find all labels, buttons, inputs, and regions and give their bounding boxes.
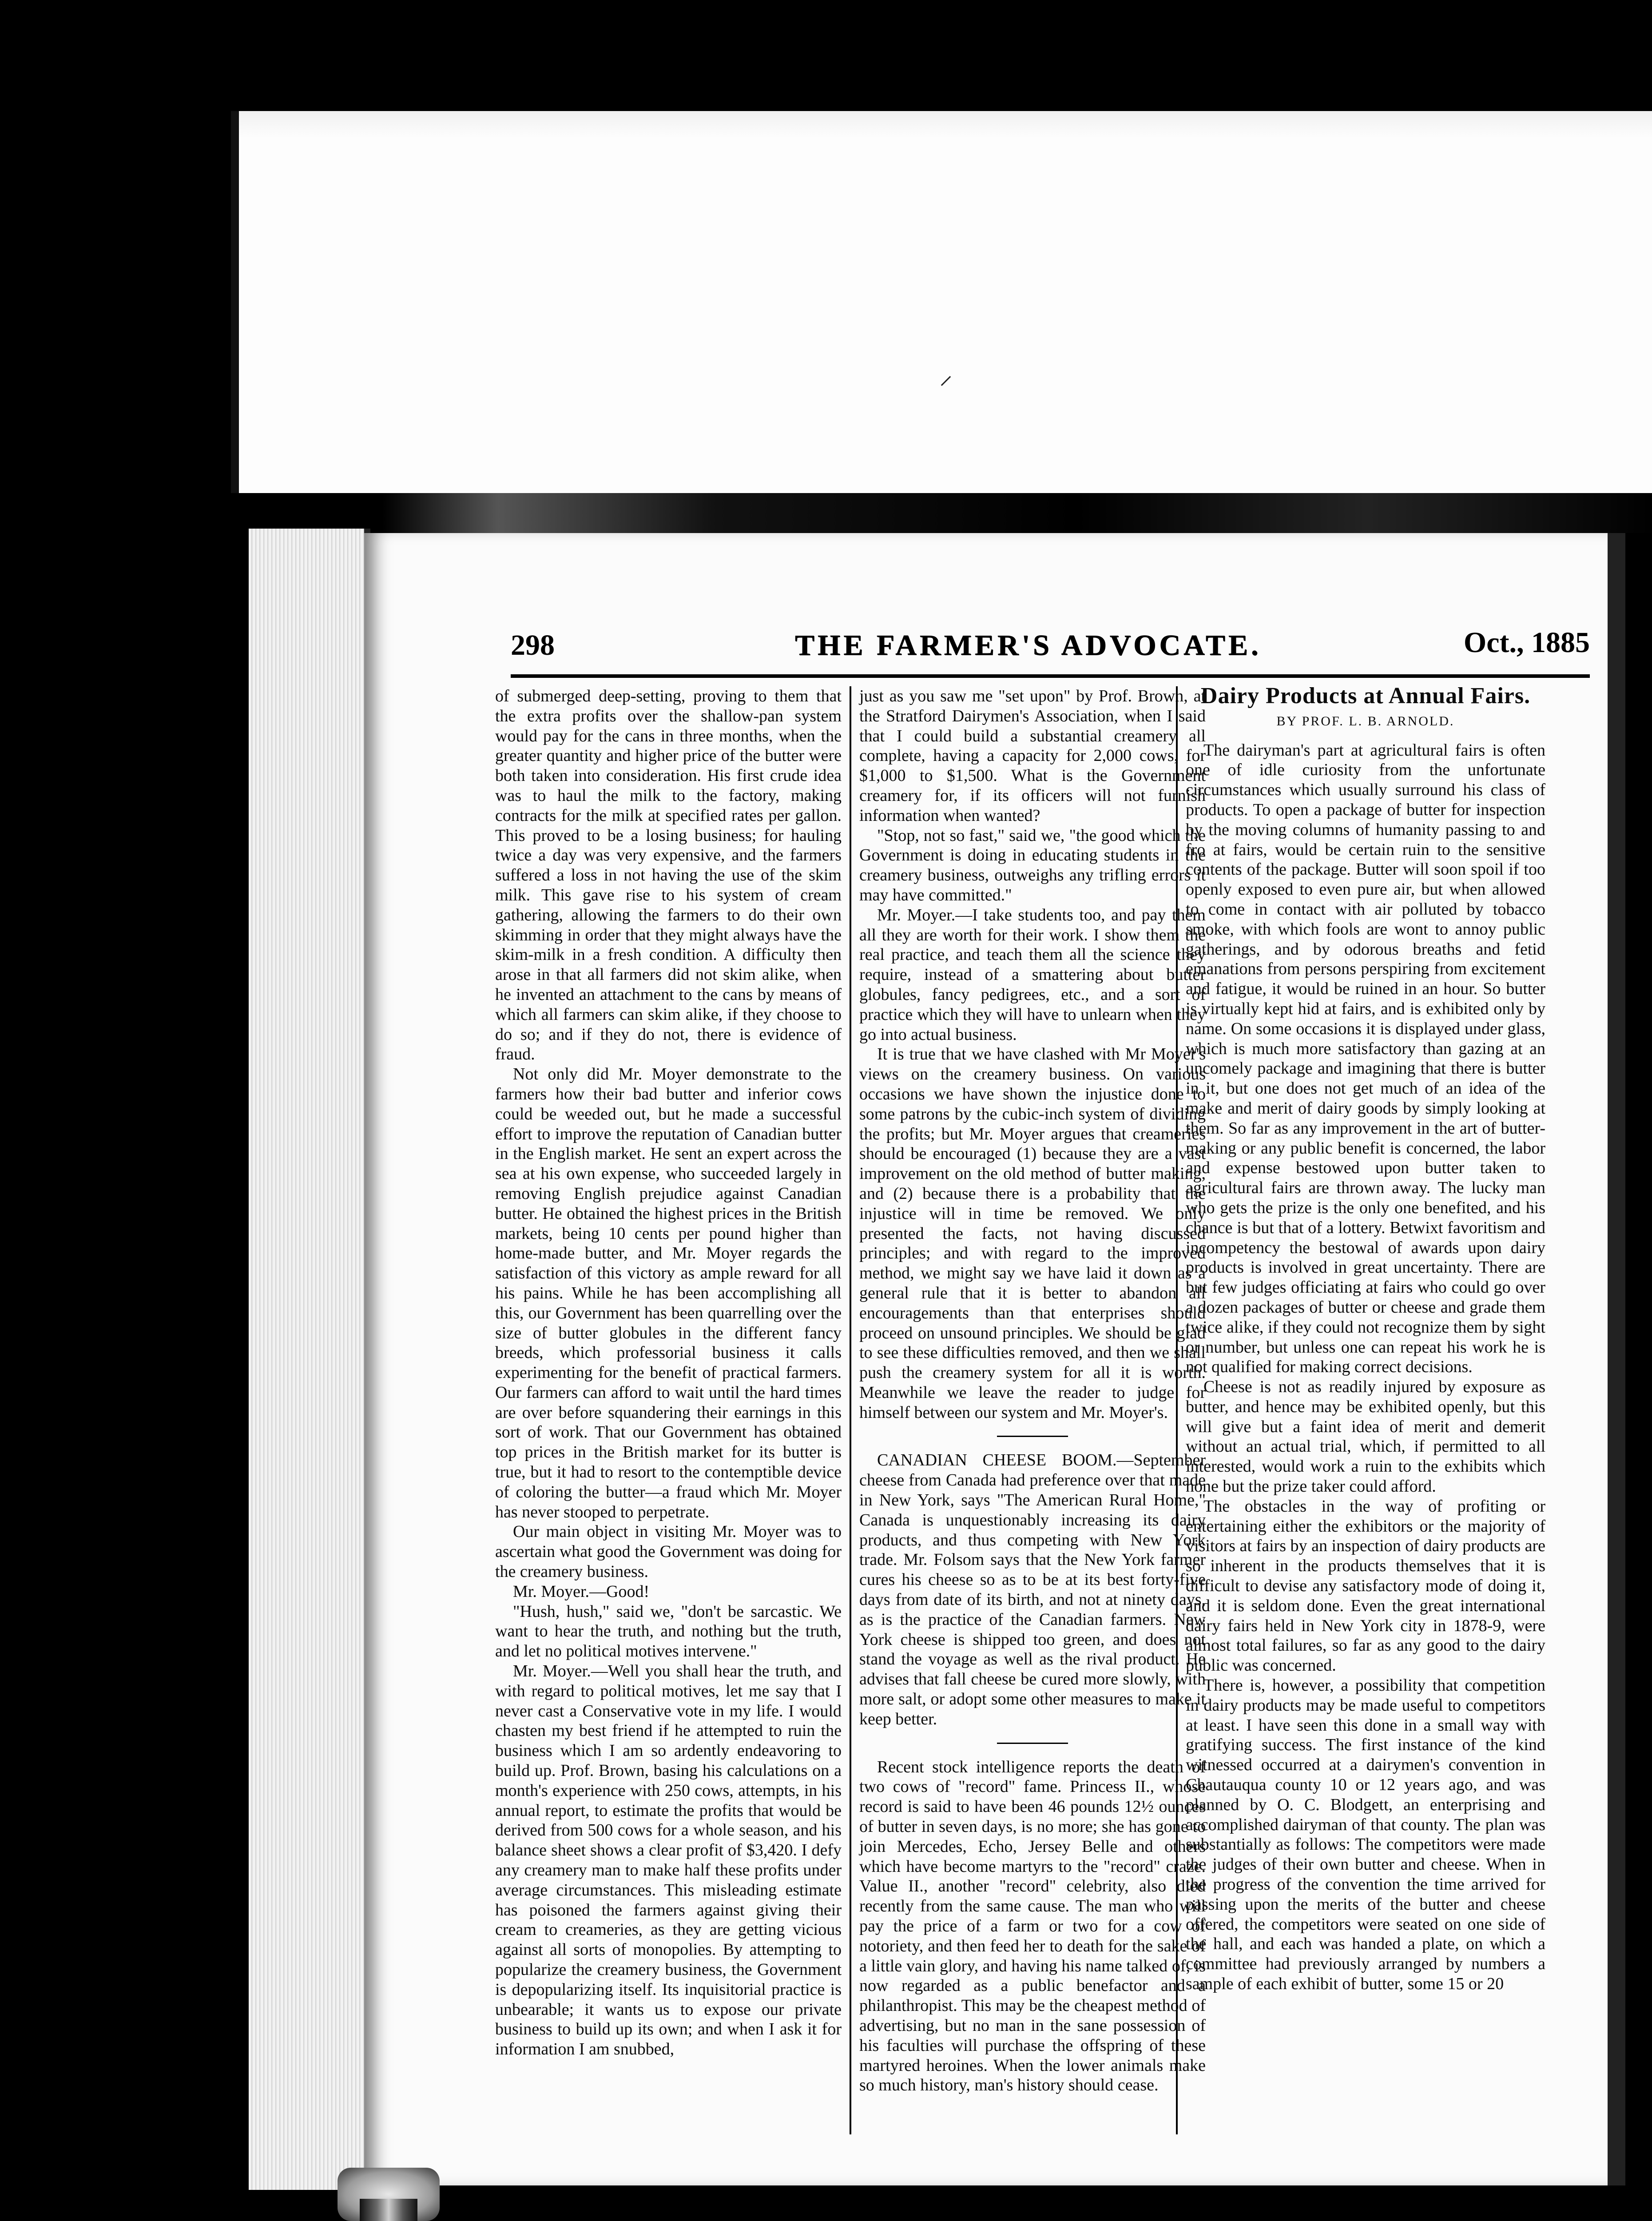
article-title: Dairy Products at Annual Fairs. xyxy=(1200,683,1531,708)
dust-speck: ⸝ xyxy=(939,360,953,390)
column-3 xyxy=(1186,683,1545,1994)
paragraph: "Hush, hush," said we, "don't be sarcastic. We want to hear the truth, and nothing but the truth, and let no political motives intervene." xyxy=(495,1602,842,1661)
scanner-background xyxy=(231,111,1652,502)
section-divider xyxy=(997,1743,1068,1744)
book-page-edges xyxy=(249,529,370,2190)
paragraph: Mr. Moyer.—Well you shall hear the truth, and with regard to political motives, let me say that I never cast a Conservative vote in my life. I would chasten my best friend if he attempted to ruin the business which I am so ardently endeavoring to build up. Prof. Brown, basing his calculations on a month's experience with 250 cows, attempts, in his annual report, to estimate the profits that would be derived from 500 cows for a whole season, and his balance sheet shows a clear profit of $3,420. I defy any creamery man to make half these profits under average circumstances. This misleading estimate has poisoned the farmers against giving their cream to creameries, as they are getting vicious against all sorts of monopolies. By attempting to popularize the creamery business, the Government is depopularizing itself. Its inquisitorial practice is unbearable; it wants us to expose our private business to build up its own; and when I ask it for information I am snubbed, xyxy=(495,1662,842,2059)
page-header xyxy=(511,626,1590,673)
paragraph: Mr. Moyer.—Good! xyxy=(513,1582,650,1601)
paragraph-stock-intelligence: Recent stock intelligence reports the death of two cows of "record" fame. Princess II., whose record is said to have been 46 pounds 12½ ounces of butter in seven days, is no more; she has gone to join Mercedes, Echo, Jersey Belle and others which have become martyrs to the "record" craze. Value II., another "record" celebrity, also died recently from the same cause. The man who will pay the price of a farm or two for a cow of notoriety, and then feed her to death for the sake of a little vain glory, and having his name talked of, is now regarded as a public benefactor and a philanthropist. This may be the cheapest method of advertising, but no man in the sane possession of his faculties will purchase the offspring of these martyred heroines. When the lower animals make so much history, man's history should cease. xyxy=(859,1757,1206,2095)
paper-knife-blade xyxy=(360,2199,417,2221)
paragraph: Our main object in visiting Mr. Moyer was to ascertain what good the Government was doing for the creamery business. xyxy=(495,1522,842,1581)
column-divider xyxy=(1176,686,1178,2134)
newspaper-page xyxy=(364,533,1625,2185)
scan-border-top xyxy=(0,0,1652,111)
page-title: THE FARMER'S ADVOCATE. xyxy=(794,629,1262,661)
column-1 xyxy=(495,686,842,2059)
paragraph: The dairyman's part at agricultural fairs is often one of idle curiosity from the unfortunate circumstances which usually surround his class of products. To open a package of butter for inspection by the moving columns of humanity passing to and fro at fairs, would be certain ruin to the sensitive contents of the package. Butter will soon spoil if too openly exposed to even pure air, but when allowed to come in contact with air polluted by tobacco smoke, with which fools are wont to annoy public gatherings, and by odorous breaths and fetid emanations from persons perspiring from excitement and fatigue, it would be ruined in an hour. So butter is virtually kept hid at fairs, and is exhibited only by name. On some occasions it is displayed under glass, which is much more satisfactory than gazing at an uncomely package and imagining that there is butter in it, but one does not get much of an idea of the make and merit of dairy goods by simply looking at them. So far as any improvement in the art of butter-making or any public benefit is concerned, the labor and expense bestowed upon butter taken to agricultural fairs are thrown away. The lucky man who gets the prize is the only one benefited, and his chance is but that of a lottery. Betwixt favoritism and incompetency the bestowal of awards upon dairy products is involved in great uncertainty. There are but few judges officiating at fairs who could go over a dozen packages of butter or cheese and grade them twice alike, if they could not recognize them by sight or number, but unless one can repeat his work he is not qualified for making correct decisions. xyxy=(1186,740,1545,1377)
paragraph-cheese-boom: CANADIAN CHEESE BOOM.—September cheese from Canada had preference over that made in New York, says "The American Rural Home," Canada is unquestionably increasing its dairy products, and thus competing with New York trade. Mr. Folsom says that the New York farmer cures his cheese so as to be at its best forty-five days from date of its birth, and not at ninety days, as is the practice of the Canadian farmers. New York cheese is shipped too green, and does not stand the voyage as well as the rival product. He advises that fall cheese be cured more slowly, with more salt, or adopt some other measures to make it keep better. xyxy=(859,1451,1206,1728)
paragraph: It is true that we have clashed with Mr Moyer's views on the creamery business. On various occasions we have shown the injustice done to some patrons by the cubic-inch system of dividing the profits; but Mr. Moyer argues that creameries should be encouraged (1) because they are a vast improvement on the old method of butter making, and (2) because there is a probability that the injustice will in time be removed. We only presented the facts, not having discussed principles; and with regard to the improved method, we might say we have laid it down as a general rule that it is better to abandon all encouragements than that enterprises should proceed on unsound principles. We should be glad to see these difficulties removed, and then we shall push the creamery system for all it is worth. Meanwhile we leave the reader to judge for himself between our system and Mr. Moyer's. xyxy=(859,1045,1206,1422)
paragraph: just as you saw me "set upon" by Prof. Brown, at the Stratford Dairymen's Association, when I said that I could build a substantial creamery all complete, having a capacity for 2,000 cows, for $1,000 to $1,500. What is the Government creamery for, if its officers will not furnish information when wanted? xyxy=(859,687,1206,825)
paragraph: Mr. Moyer.—I take students too, and pay them all they are worth for their work. I show them the real practice, and teach them all the science they require, instead of a smattering about butter globules, fancy pedigrees, etc., and a sort of practice which they will have to unlearn when they go into actual business. xyxy=(859,905,1206,1044)
article-byline: BY PROF. L. B. ARNOLD. xyxy=(1276,713,1455,728)
section-divider xyxy=(997,1436,1068,1437)
paragraph: Cheese is not as readily injured by exposure as butter, and hence may be exhibited openly, but this will give but a faint idea of merit and demerit without an actual trial, which, if permitted to all interested, would work a ruin to the exhibits which none but the prize taker could afford. xyxy=(1186,1377,1545,1496)
column-2 xyxy=(859,686,1206,2095)
paragraph: The obstacles in the way of profiting or entertaining either the exhibitors or the majority of visitors at fairs by an inspection of dairy products are so inherent in the products themselves that it is difficult to devise any satisfactory mode of doing it, and it is seldom done. Even the great international dairy fairs held in New York city in 1878-9, were almost total failures, so far as any good to the dairy public was concerned. xyxy=(1186,1497,1545,1675)
page-top-shadow xyxy=(209,493,1652,533)
paragraph: There is, however, a possibility that competition in dairy products may be made useful to competitors at least. I have seen this done in a small way with gratifying success. The first instance of the kind witnessed occurred at a dairymen's convention in Chautauqua county 10 or 12 years ago, and was planned by O. C. Blodgett, an enterprising and accomplished dairyman of that county. The plan was substantially as follows: The competitors were made the judges of their own butter and cheese. When in the progress of the convention the time arrived for passing upon the merits of the butter and cheese offered, the competitors were seated on one side of the hall, and each was handed a plate, on which a committee had previously arranged by numbers a sample of each exhibit of butter, some 15 or 20 xyxy=(1186,1676,1545,1993)
paragraph: "Stop, not so fast," said we, "the good which the Government is doing in educating students in the creamery business, outweighs any trifling errors it may have committed." xyxy=(859,826,1206,904)
column-divider xyxy=(850,686,851,2134)
page-number: 298 xyxy=(511,629,555,661)
paragraph: Not only did Mr. Moyer demonstrate to the farmers how their bad butter and inferior cows could be weeded out, but he made a successful effort to improve the reputation of Canadian butter in the English market. He sent an expert across the sea at his own expense, who succeeded largely in removing English prejudice against Canadian butter. He obtained the highest prices in the British markets, being 10 cents per pound higher than home-made butter, and Mr. Moyer regards the satisfaction of this victory as ample reward for all his pains. While he has been accomplishing all this, our Government has been quarrelling over the size of butter globules in the different fancy breeds, which professorial business it calls experimenting for the benefit of practical farmers. Our farmers can afford to wait until the hard times are over before squandering their earnings in this sort of work. That our Government has obtained top prices in the British market for its butter is true, but it had to resort to the contemptible device of coloring the butter—a fraud which Mr. Moyer has never stooped to perpetrate. xyxy=(495,1065,842,1521)
paragraph: of submerged deep-setting, proving to them that the extra profits over the shallow-pan system would pay for the cans in three months, when the greater quantity and higher price of the butter were both taken into consideration. His first crude idea was to haul the milk to the factory, making contracts for the milk at specified rates per gallon. This proved to be a losing business; for hauling twice a day was very expensive, and the farmers suffered a loss in not having the use of the skim milk. This gave rise to his system of cream gathering, allowing the farmers to do their own skimming in order that they might always have the skim-milk in a fresh condition. A difficulty then arose in that all farmers did not skim alike, when he invented an attachment to the cans by means of which all farmers can skim alike, if they choose to do so; and if they do not, there is evidence of fraud. xyxy=(495,687,842,1064)
page-date: Oct., 1885 xyxy=(1463,626,1590,659)
header-rule xyxy=(511,674,1590,678)
